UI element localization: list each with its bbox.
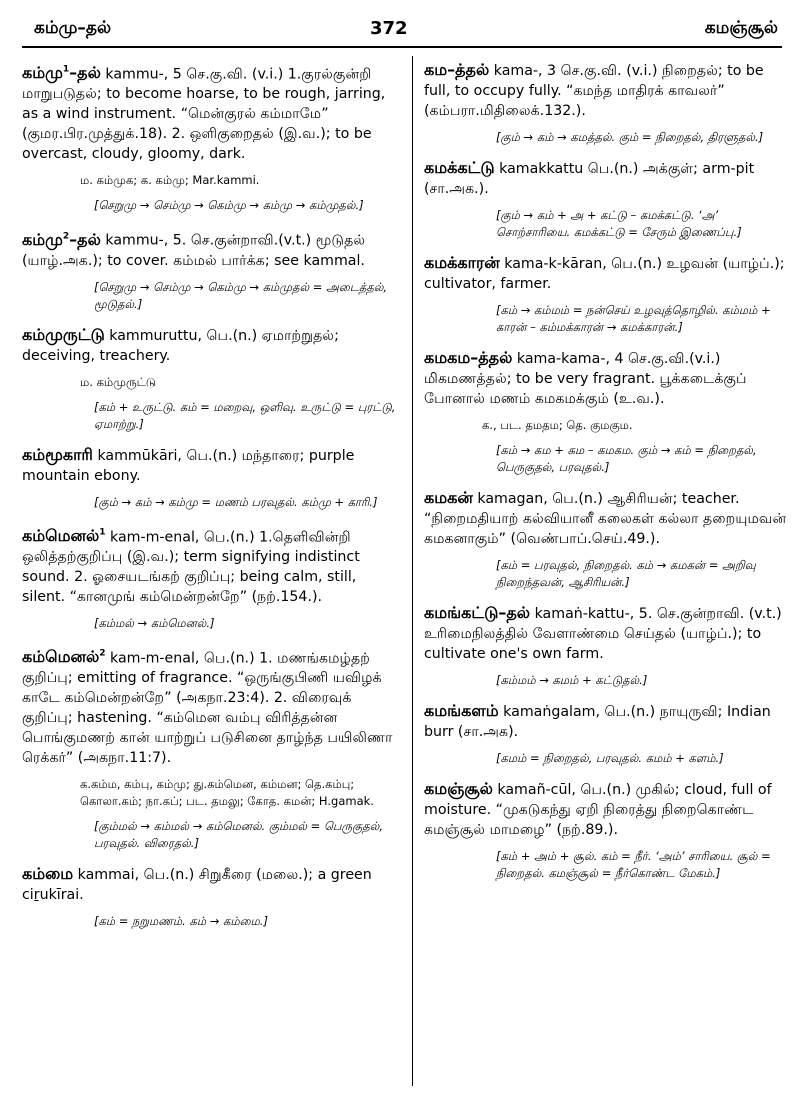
headword: கம்முருட்டு <box>22 324 105 344</box>
etymology: [கும்மல் → கம்மல் → கம்மெனல். கும்மல் = பெருகுதல், பரவுதல். விரைதல்.] <box>94 819 383 851</box>
right-column <box>424 60 788 894</box>
etymology: [கமம் = நிறைதல், பரவுதல். கமம் + களம்.] <box>496 751 724 765</box>
dictionary-entry <box>22 523 402 632</box>
etymology: [கம்மம் → கமம் + கட்டுதல்.] <box>496 673 648 687</box>
headword: கமகம–த்தல் <box>424 348 513 367</box>
headword: கமஞ்சூல் <box>424 779 493 798</box>
dictionary-entry <box>424 701 788 767</box>
definition: kamaṅgalam, பெ.(n.) நாயுருவி; Indian burr (சா.அக). <box>424 704 771 740</box>
etymology: [கம் + அம் + சூல். கம் = நீர். ‘அம்’ சாரியை. சூல் = நிறைதல். கமஞ்சூல் = நீர்கொண்ட மேகம்.] <box>496 849 771 880</box>
etymology: [கம் → கம + கம – கமகம. கும் → கம் = நிறைதல், பெருகுதல், பரவுதல்.] <box>496 443 757 474</box>
headword: கமக்கட்டு <box>424 158 495 177</box>
definition: kammai, பெ.(n.) சிறுகீரை (மலை.); a green ciṟukīrai. <box>22 867 372 904</box>
cognates: ம. கம்முக; க. கம்மு; Mar.kammi. <box>80 173 260 188</box>
definition: kamañ-cūl, பெ.(n.) முகில்; cloud, full of moisture. “முகடுகந்து ஏறி நிரைத்து நிறைகொண்ட கமஞ்சூல் மாமழை” (நற்.89.). <box>424 782 772 838</box>
definition: kama-, 3 செ.கு.வி. (v.i.) நிறைதல்; to be full, to occupy fully. “கமந்த மாதிரக் காவலர்” (கம்பரா.மிதிலைக்.132.). <box>424 63 764 119</box>
definition: kamagan, பெ.(n.) ஆசிரியன்; teacher. “நிறைமதியாற் கல்வியானீ கலைகள் கல்லா தறையுமவன் கமகனாகும்” (வெண்பாப்.செய்.49.). <box>424 491 787 547</box>
definition: kam-m-enal, பெ.(n.) 1.தெளிவின்றி ஒலித்தற்குறிப்பு (இ.வ.); term signifying indistinct sound. 2. ஓசையடங்கற் குறிப்பு; being calm, still, silent. “கானமுங் கம்மென்றன்றே” (நற்.154.). <box>22 528 360 605</box>
cognates: க.கம்ம, கம்பு, கம்மு; து.கம்மென, கம்மன; தெ.கம்பு; கொலா.கம்; நா.கப்; பட. தமலு; கோத. கமன்; H.gamak. <box>80 777 374 809</box>
definition: kamaṅ-kattu-, 5. செ.குன்றாவி. (v.t.) உரிமைநிலத்தில் வேளாண்மை செய்தல் (யாழ்ப்.); to cultivate one's own farm. <box>424 606 782 662</box>
headword: கம–த்தல் <box>424 60 490 79</box>
page-number: 372 <box>370 18 408 39</box>
headword: கமக்காரன் <box>424 253 500 272</box>
etymology: [செறுமு → செம்மு → கெம்மு → கம்முதல் = அடைத்தல், மூடுதல்.] <box>94 279 388 311</box>
definition: kamakkattu பெ.(n.) அக்குள்; arm-pit (சா.அக.). <box>424 161 755 197</box>
cognates: ம. கம்முருட்டு <box>80 374 157 389</box>
cognates: க., பட. தமதம; தெ. குமகும. <box>482 418 633 432</box>
headword: கம்மு$^1$–தல் <box>22 63 101 83</box>
headword: கம்மை <box>22 864 74 884</box>
dictionary-entry <box>22 60 402 214</box>
etymology: [கம் = பரவுதல், நிறைதல். கம் → கமகன் = அறிவு நிறைந்தவன், ஆசிரியன்.] <box>496 558 756 589</box>
header-left-guide-word: கம்மு–தல் <box>34 18 112 38</box>
dictionary-entry <box>22 445 402 511</box>
etymology: [செறுமு → செம்மு → கெம்மு → கம்மு → கம்முதல்.] <box>94 198 364 213</box>
definition: kama-kama-, 4 செ.கு.வி.(v.i.) மிகமணத்தல்; to be very fragrant. பூக்கடைக்குப் போனால் மணம் கமகமக்கும் (உ.வ.). <box>424 351 747 407</box>
dictionary-entry <box>424 779 788 882</box>
definition: kammu-, 5 செ.கு.வி. (v.i.) 1.குரல்குன்றி மாறுபடுதல்; to become hoarse, to be rough, jarring, as a wind instrument. “மென்குரல் கம்மாமே” (குமர.பிர.முத்துக்.18). 2. ஒளிகுறைதல் (இ.வ.); to be overcast, cloudy, gloomy, dark. <box>22 66 386 163</box>
dictionary-entry <box>22 325 402 433</box>
definition: kammūkāri, பெ.(n.) மந்தாரை; purple mountain ebony. <box>22 447 355 484</box>
headword: கம்மெனல்$^1$ <box>22 525 106 545</box>
dictionary-entry <box>22 644 402 852</box>
headword: கமங்களம் <box>424 701 499 720</box>
headword: கம்மூகாரி <box>22 444 93 464</box>
header-rule <box>22 46 782 48</box>
etymology: [கும் → கம் → கமத்தல். கும் = நிறைதல், திரளுதல்.] <box>496 130 764 144</box>
dictionary-entry <box>424 253 788 336</box>
header-right-guide-word: கமஞ்சூல் <box>704 18 778 38</box>
dictionary-entry <box>22 226 402 312</box>
dictionary-entry <box>424 603 788 689</box>
etymology: [கும் → கம் + அ + கட்டு – கமக்கட்டு. ‘அ’ சொற்சாரியை. கமக்கட்டு = சேரும் இணைப்பு.] <box>496 208 742 239</box>
headword: கம்மு$^2$–தல் <box>22 229 101 249</box>
dictionary-entry <box>424 60 788 146</box>
definition: kammu-, 5. செ.குன்றாவி.(v.t.) மூடுதல் (யாழ்.அக.); to cover. கம்மல் பார்க்க; see kammal. <box>22 232 366 269</box>
page-header <box>0 0 800 52</box>
etymology: [கம் + உருட்டு. கம் = மறைவு, ஒளிவு. உருட்டு = புரட்டு, ஏமாற்று.] <box>94 399 396 431</box>
definition: kam-m-enal, பெ.(n.) 1. மணங்கமழ்தற் குறிப்பு; emitting of fragrance. “ஒருங்குபிணி யவிழக் காடே கம்மென்றன்றே” (அகநா.23:4). 2. விரைவுக் குறிப்பு; hastening. “கம்மென வம்பு விரித்தன்ன பொங்குமணற் கான் யாற்றுப் படுசினை தாழ்ந்த பயிலிணா ரெக்கர்” (அகநா.11:7). <box>22 650 393 767</box>
headword: கமகன் <box>424 488 473 507</box>
dictionary-entry <box>424 348 788 476</box>
etymology: [கம் → கம்மம் = நன்செய் உழவுத்தொழில். கம்மம் + காரன் – கம்மக்காரன் → கமக்காரன்.] <box>496 303 771 334</box>
headword: கம்மெனல்$^2$ <box>22 647 106 667</box>
etymology: [கம் = நறுமணம். கம் → கம்மை.] <box>94 914 268 929</box>
column-divider <box>412 56 413 1086</box>
dictionary-entry <box>22 864 402 930</box>
definition: kama-k-kāran, பெ.(n.) உழவன் (யாழ்ப்.); cultivator, farmer. <box>424 256 785 292</box>
definition: kammuruttu, பெ.(n.) ஏமாற்றுதல்; deceiving, treachery. <box>22 327 339 364</box>
left-column <box>22 60 402 942</box>
etymology: [கும் → கம் → கம்மு = மணம் பரவுதல். கம்மு + காரி.] <box>94 494 378 509</box>
headword: கமங்கட்டு–தல் <box>424 603 531 622</box>
dictionary-entry <box>424 158 788 241</box>
etymology: [கம்மல் → கம்மெனல்.] <box>94 615 215 630</box>
dictionary-entry <box>424 488 788 591</box>
